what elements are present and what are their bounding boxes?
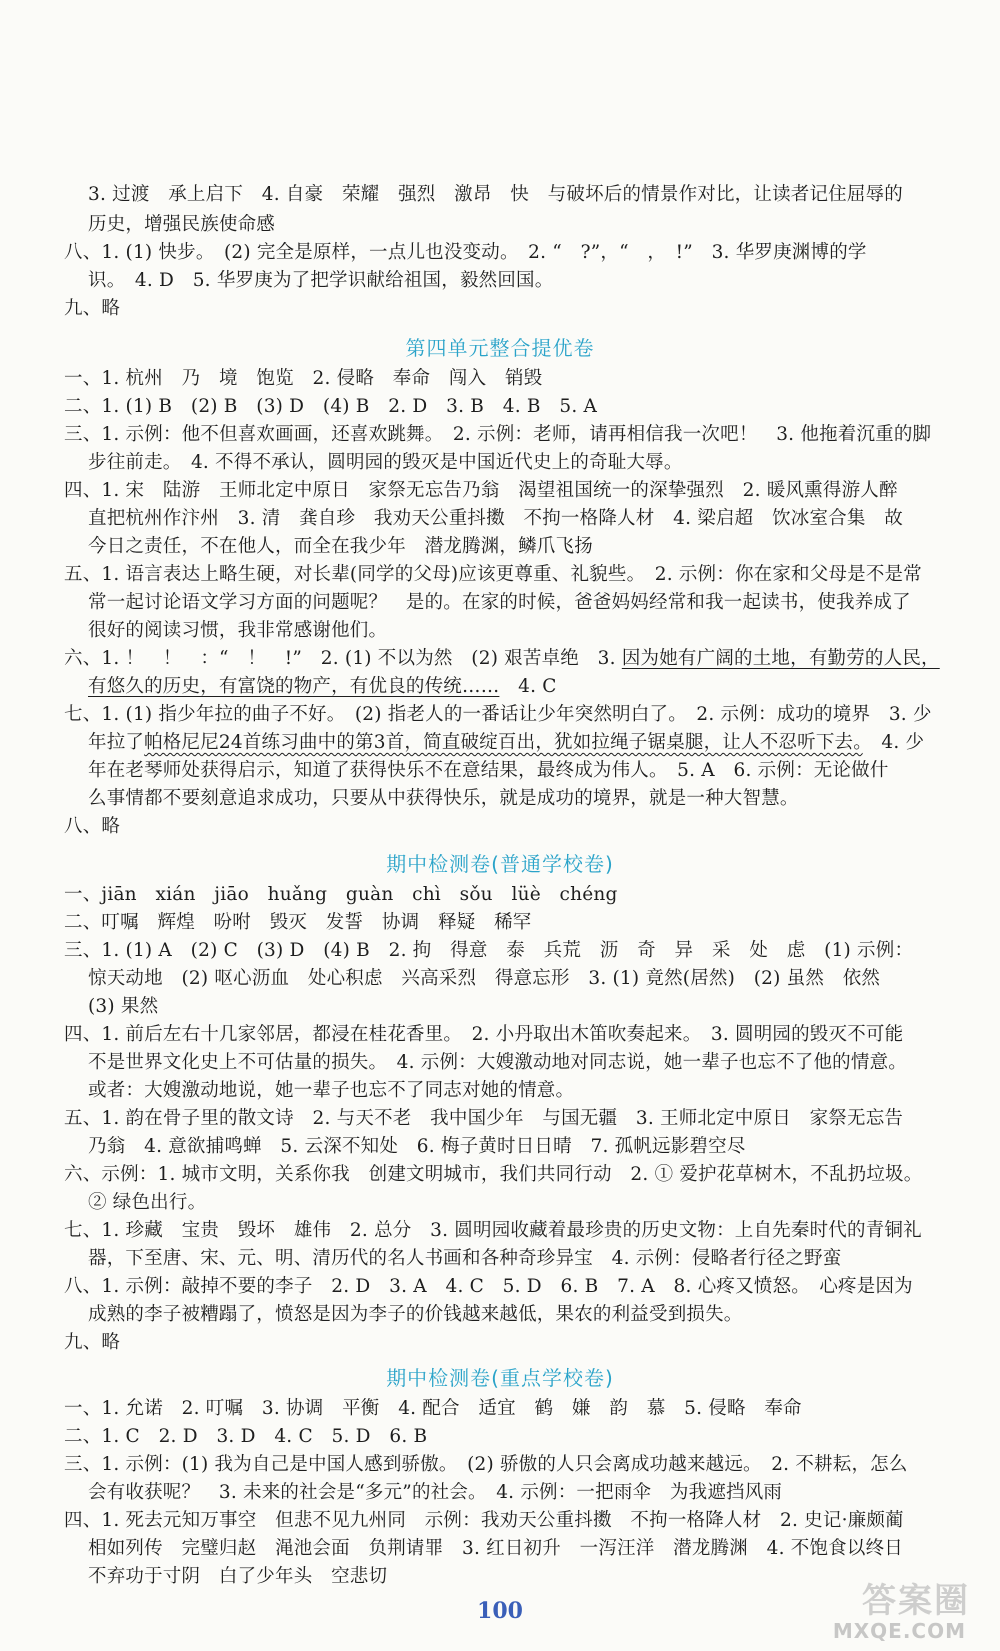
watermark-logo — [800, 1573, 970, 1643]
text-line: 二、叮嘱 辉煌 吩咐 毁灭 发誓 协调 释疑 稀罕 — [64, 912, 532, 933]
text-line: 3. 过渡 承上启下 4. 自豪 荣耀 强烈 激昂 快 与破坏后的情景作对比，让读者记住屈辱的 — [88, 184, 903, 205]
text-line: 识。 4. D 5. 华罗庚为了把学识献给祖国，毅然回国。 — [88, 270, 554, 291]
text-segment: 4. 少 — [862, 732, 925, 753]
watermark-url: MXQE.COM — [832, 1619, 966, 1643]
text-line: 会有收获呢？ 3. 未来的社会是“多元”的社会。 4. 示例：一把雨伞 为我遮挡风雨 — [88, 1482, 783, 1503]
text-line: 三、1. (1) A (2) C (3) D (4) B 2. 拘 得意 泰 兵荒 沥 奇 异 采 处 虑 (1) 示例： — [64, 940, 914, 961]
text-line: ② 绿色出行。 — [88, 1192, 207, 1213]
text-line: 惊天动地 (2) 呕心沥血 处心积虑 兴高采烈 得意忘形 3. (1) 竟然(居然) (2) 虽然 依然 — [88, 968, 881, 989]
text-segment: 年拉了 — [88, 732, 145, 753]
wavy-underlined-answer: 帕格尼尼24首练习曲中的第3首，简直破绽百出，犹如拉绳子锯桌腿，让人不忍听下去。 — [144, 732, 863, 753]
text-line: 直把杭州作汴州 3. 清 龚自珍 我劝天公重抖擞 不拘一格降人材 4. 梁启超 饮冰室合集 故 — [88, 508, 903, 529]
text-line: 年在老琴师处获得启示，知道了获得快乐不在意结果，最终成为伟人。 5. A 6. 示例：无论做什 — [88, 760, 889, 781]
section-title-unit4: 第四单元整合提优卷 — [405, 336, 595, 360]
text-line: 九、略 — [64, 1332, 121, 1353]
section-title-midterm-key: 期中检测卷(重点学校卷) — [386, 1366, 614, 1390]
text-line: 一、1. 允诺 2. 叮嘱 3. 协调 平衡 4. 配合 适宜 鹤 嫌 韵 慕 5. 侵略 奉命 — [64, 1398, 802, 1419]
text-line: 不弃功于寸阴 白了少年头 空悲切 — [88, 1566, 388, 1587]
text-line: 历史，增强民族使命感 — [88, 214, 276, 235]
text-segment: 六、1. ！ ！ ：“ ！ !” 2. (1) 不以为然 (2) 艰苦卓绝 3. — [64, 648, 622, 669]
text-line: 五、1. 韵在骨子里的散文诗 2. 与天不老 我中国少年 与国无疆 3. 王师北定中原日 家祭无忘告 — [64, 1108, 904, 1129]
text-line: 很好的阅读习惯，我非常感谢他们。 — [88, 620, 388, 641]
text-line: 三、1. 示例：(1) 我为自己是中国人感到骄傲。 (2) 骄傲的人只会离成功越来越远。 2. 不耕耘，怎么 — [64, 1454, 908, 1475]
text-segment: 4. C — [499, 676, 557, 697]
text-line: 八、略 — [64, 816, 121, 837]
underlined-answer: 因为她有广阔的土地，有勤劳的人民， — [621, 648, 940, 669]
text-line: 四、1. 死去元知万事空 但悲不见九州同 示例：我劝天公重抖擞 不拘一格降人材 2. 史记·廉颇蔺 — [64, 1510, 904, 1531]
text-line: 一、1. 杭州 乃 境 饱览 2. 侵略 奉命 闯入 销毁 — [64, 368, 543, 389]
page-number: 100 — [477, 1598, 523, 1624]
text-line: 或者：大嫂激动地说，她一辈子也忘不了同志对她的情意。 — [88, 1080, 575, 1101]
text-line: 常一起讨论语文学习方面的问题呢？ 是的。在家的时候，爸爸妈妈经常和我一起读书，使我养成了 — [88, 592, 911, 613]
text-line: 七、1. (1) 指少年拉的曲子不好。 (2) 指老人的一番话让少年突然明白了。 2. 示例：成功的境界 3. 少 — [64, 704, 932, 725]
text-line: 六、示例：1. 城市文明，关系你我 创建文明城市，我们共同行动 2. ① 爱护花草树木，不乱扔垃圾。 — [64, 1164, 923, 1185]
text-line: 二、1. C 2. D 3. D 4. C 5. D 6. B — [64, 1426, 428, 1447]
text-line: 四、1. 宋 陆游 王师北定中原日 家祭无忘告乃翁 渴望祖国统一的深挚强烈 2. 暖风熏得游人醉 — [64, 480, 898, 501]
text-line: (3) 果然 — [88, 996, 159, 1017]
text-line: 一、jiān xián jiāo huǎng guàn chì sǒu lüè chéng — [64, 884, 618, 905]
text-line: 三、1. 示例：他不但喜欢画画，还喜欢跳舞。 2. 示例：老师，请再相信我一次吧！ 3. 他拖着沉重的脚 — [64, 424, 932, 445]
text-line — [88, 730, 924, 756]
text-line — [88, 674, 557, 700]
text-line: 么事情都不要刻意追求成功，只要从中获得快乐，就是成功的境界，就是一种大智慧。 — [88, 788, 799, 809]
text-line — [64, 646, 940, 672]
text-line: 不是世界文化史上不可估量的损失。 4. 示例：大嫂激动地对同志说，她一辈子也忘不了他的情意。 — [88, 1052, 907, 1073]
text-line: 八、1. (1) 快步。 (2) 完全是原样，一点儿也没变动。 2. “ ?”，“ ， !” 3. 华罗庚渊博的学 — [64, 242, 867, 263]
text-line: 九、略 — [64, 298, 121, 319]
text-line: 相如列传 完璧归赵 渑池会面 负荆请罪 3. 红日初升 一泻汪洋 潜龙腾渊 4. 不饱食以终日 — [88, 1538, 903, 1559]
text-line: 二、1. (1) B (2) B (3) D (4) B 2. D 3. B 4. B 5. A — [64, 396, 598, 417]
text-line: 四、1. 前后左右十几家邻居，都浸在桂花香里。 2. 小丹取出木笛吹奏起来。 3. 圆明园的毁灭不可能 — [64, 1024, 904, 1045]
text-line: 步往前走。 4. 不得不承认，圆明园的毁灭是中国近代史上的奇耻大辱。 — [88, 452, 683, 473]
section-title-midterm-regular: 期中检测卷(普通学校卷) — [386, 852, 614, 876]
text-line: 今日之责任，不在他人，而全在我少年 潜龙腾渊，鳞爪飞扬 — [88, 536, 593, 557]
underlined-answer: 有悠久的历史，有富饶的物产，有优良的传统…… — [88, 676, 500, 697]
text-line: 乃翁 4. 意欲捕鸣蝉 5. 云深不知处 6. 梅子黄时日日晴 7. 孤帆远影碧空尽 — [88, 1136, 746, 1157]
text-line: 八、1. 示例：敲掉不要的李子 2. D 3. A 4. C 5. D 6. B 7. A 8. 心疼又愤怒。 心疼是因为 — [64, 1276, 913, 1297]
text-line: 成熟的李子被糟蹋了，愤怒是因为李子的价钱越来越低，果农的利益受到损失。 — [88, 1304, 743, 1325]
watermark-text: 答案圈 — [862, 1581, 970, 1621]
text-line: 器，下至唐、宋、元、明、清历代的名人书画和各种奇珍异宝 4. 示例：侵略者行径之野蛮 — [88, 1248, 842, 1269]
text-line: 五、1. 语言表达上略生硬，对长辈(同学的父母)应该更尊重、礼貌些。 2. 示例：你在家和父母是不是常 — [64, 564, 922, 585]
text-line: 七、1. 珍藏 宝贵 毁坏 雄伟 2. 总分 3. 圆明园收藏着最珍贵的历史文物：上自先秦时代的青铜礼 — [64, 1220, 922, 1241]
